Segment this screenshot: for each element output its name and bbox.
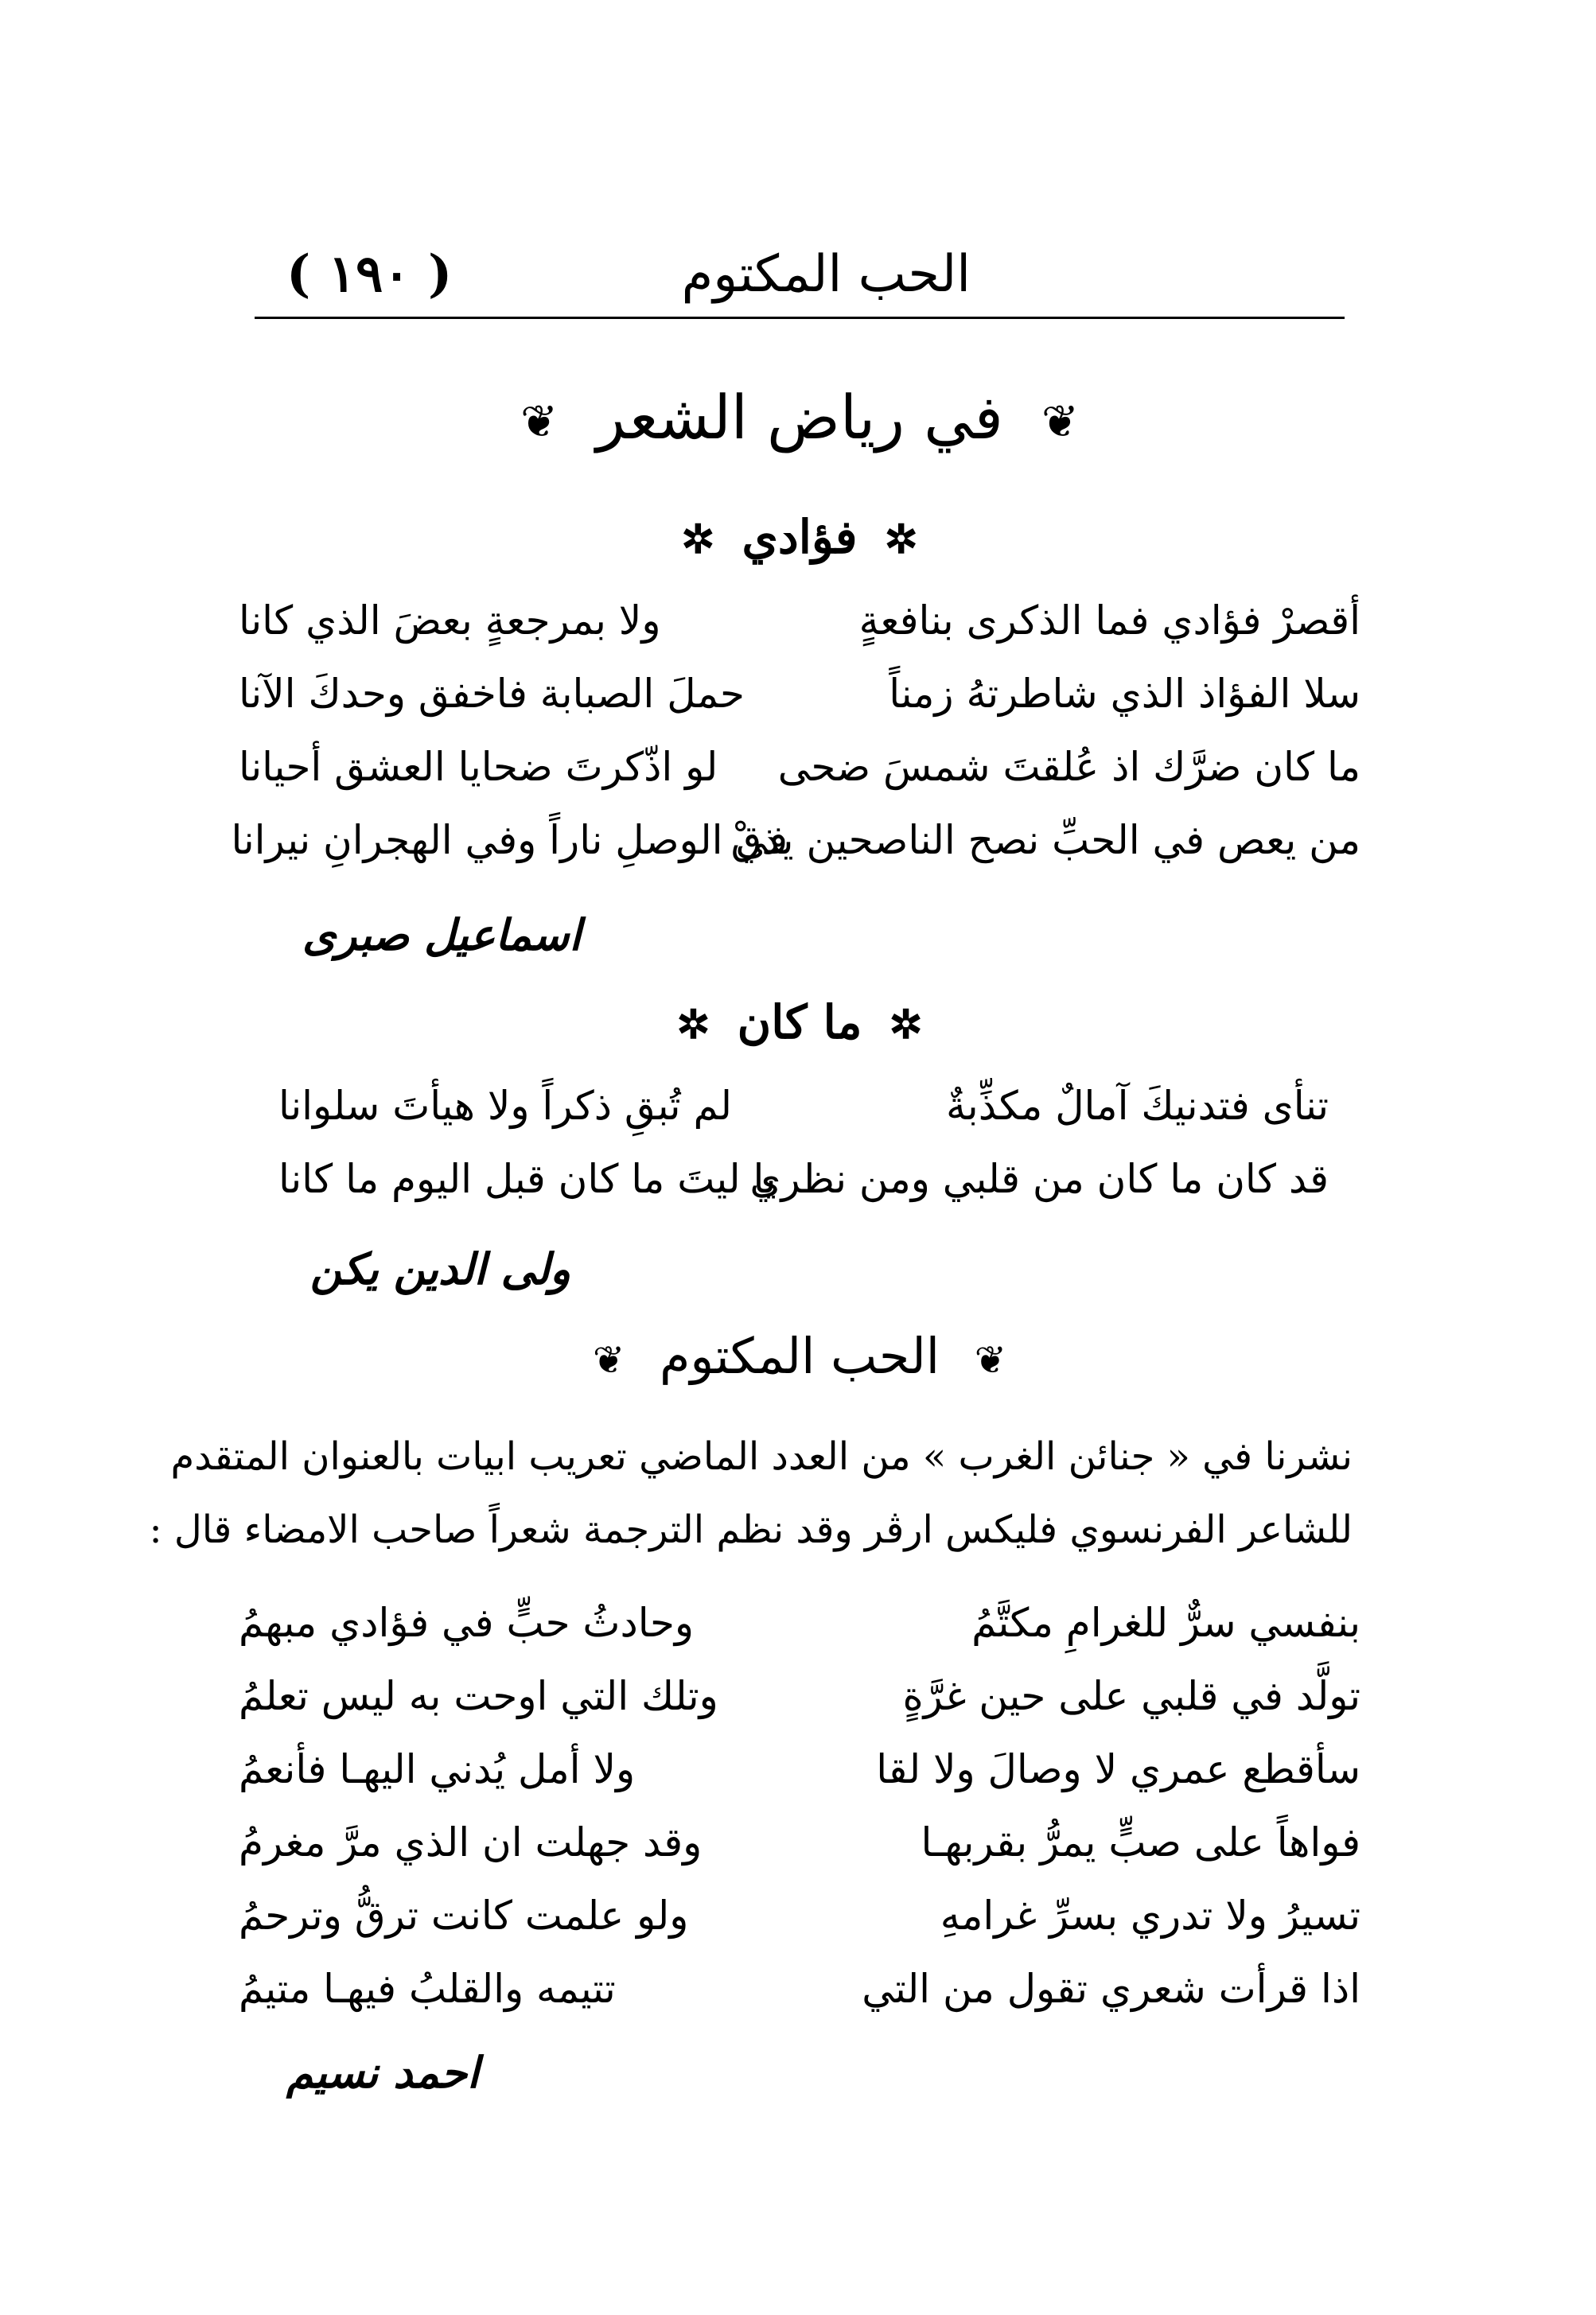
page-number: ( ١٩٠ ) bbox=[286, 244, 453, 304]
poem3-verse bbox=[239, 1876, 1360, 1955]
verse-second-half: تتيمه والقلبُ فيهـا متيمُ bbox=[239, 1966, 616, 2012]
verse-first-half: أقصرْ فؤادي فما الذكرى بنافعةٍ bbox=[858, 597, 1360, 644]
poem2-title-text: ما كان bbox=[737, 995, 862, 1049]
poem1-verse bbox=[239, 727, 1360, 807]
poem1-verse bbox=[239, 581, 1360, 660]
ornament-right-icon: ❦ bbox=[1041, 396, 1079, 448]
poem1-title bbox=[255, 501, 1345, 575]
poem3-verse bbox=[239, 1583, 1360, 1663]
verse-first-half: ما كان ضرَّك اذ عُلقتَ شمسَ ضحى bbox=[777, 744, 1360, 790]
ornament-right-icon: ❦ bbox=[974, 1337, 1006, 1383]
verse-first-half: قد كان ما كان من قلبي ومن نظري bbox=[749, 1156, 1329, 1202]
verse-second-half: ولا بمرجعةٍ بعضَ الذي كانا bbox=[239, 597, 661, 644]
verse-second-half: لو اذّكرتَ ضحايا العشق أحيانا bbox=[239, 744, 718, 790]
verse-first-half: تولَّد في قلبي على حين غرَّةٍ bbox=[902, 1673, 1360, 1719]
star-mark-icon: ✲ bbox=[676, 1001, 710, 1048]
verse-second-half: لم تُبقِ ذكراً ولا هيأتَ سلوانا bbox=[278, 1083, 732, 1129]
verse-second-half: وتلك التي اوحت به ليس تعلمُ bbox=[239, 1673, 718, 1719]
section-title bbox=[255, 374, 1345, 466]
verse-second-half: وقد جهلت ان الذي مرَّ مغرمُ bbox=[239, 1819, 703, 1866]
ornament-left-icon: ❦ bbox=[520, 396, 559, 448]
verse-first-half: سلا الفؤاذ الذي شاطرتهُ زمناً bbox=[889, 671, 1360, 717]
poem3-verse bbox=[239, 1656, 1360, 1736]
poem2-author: ولى الدين يكن bbox=[310, 1243, 571, 1294]
verse-first-half: من يعص في الحبِّ نصح الناصحين يذقْ bbox=[730, 817, 1360, 863]
verse-first-half: تسيرُ ولا تدري بسرِّ غرامهِ bbox=[940, 1893, 1360, 1939]
poem3-verse bbox=[239, 1729, 1360, 1809]
section-title-text: في رياض الشعر bbox=[596, 382, 1003, 453]
verse-second-half: في الوصلِ ناراً وفي الهجرانِ نيرانا bbox=[231, 817, 788, 863]
poem3-author: احمد نسيم bbox=[286, 2047, 480, 2098]
verse-first-half: اذا قرأت شعري تقول من التي bbox=[862, 1966, 1360, 2012]
verse-first-half: فواهاً على صبٍّ يمرُّ بقربهـا bbox=[921, 1819, 1360, 1866]
poem1-author: اسماعيل صبرى bbox=[302, 909, 582, 960]
poem2-verse bbox=[278, 1066, 1329, 1146]
verse-first-half: بنفسي سرٌّ للغرامِ مكتَّمُ bbox=[971, 1600, 1360, 1646]
poem3-verse bbox=[239, 1803, 1360, 1882]
intro-line: للشاعر الفرنسوي فليكس ارڤر وقد نظم الترجمة شعراً صاحب الامضاء قال : bbox=[149, 1508, 1353, 1552]
verse-second-half: ولو علمت كانت ترقُّ وترحمُ bbox=[239, 1893, 689, 1939]
poem1-verse bbox=[231, 800, 1360, 880]
star-mark-icon: ✲ bbox=[884, 516, 918, 562]
section2-title-text: الحب المكتوم bbox=[659, 1327, 940, 1385]
poem3-verse bbox=[239, 1949, 1360, 2029]
section2-title bbox=[255, 1313, 1345, 1404]
ornament-left-icon: ❦ bbox=[593, 1337, 625, 1383]
verse-second-half: حملَ الصبابة فاخفق وحدكَ الآنا bbox=[239, 671, 745, 717]
verse-second-half: يا ليتَ ما كان قبل اليوم ما كانا bbox=[278, 1156, 777, 1202]
star-mark-icon: ✲ bbox=[681, 516, 715, 562]
poem1-title-text: فؤادي bbox=[742, 510, 858, 564]
page-header bbox=[255, 239, 1345, 310]
poem2-verse bbox=[278, 1139, 1329, 1219]
running-title: الحب المكتوم bbox=[681, 245, 971, 304]
poem1-verse bbox=[239, 654, 1360, 733]
verse-second-half: وحادثُ حبٍّ في فؤادي مبهمُ bbox=[239, 1600, 694, 1646]
header-rule bbox=[255, 317, 1345, 319]
verse-second-half: ولا أمل يُدني اليهـا فأنعمُ bbox=[239, 1746, 636, 1792]
poem2-title bbox=[255, 986, 1345, 1060]
verse-first-half: سأقطع عمري لا وصالَ ولا لقا bbox=[876, 1746, 1360, 1792]
intro-line: نشرنا في « جنائن الغرب » من العدد الماضي تعريب ابيات بالعنوان المتقدم bbox=[170, 1434, 1353, 1479]
star-mark-icon: ✲ bbox=[889, 1001, 923, 1048]
verse-first-half: تنأى فتدنيكَ آمالٌ مكذِّبةٌ bbox=[945, 1083, 1329, 1129]
